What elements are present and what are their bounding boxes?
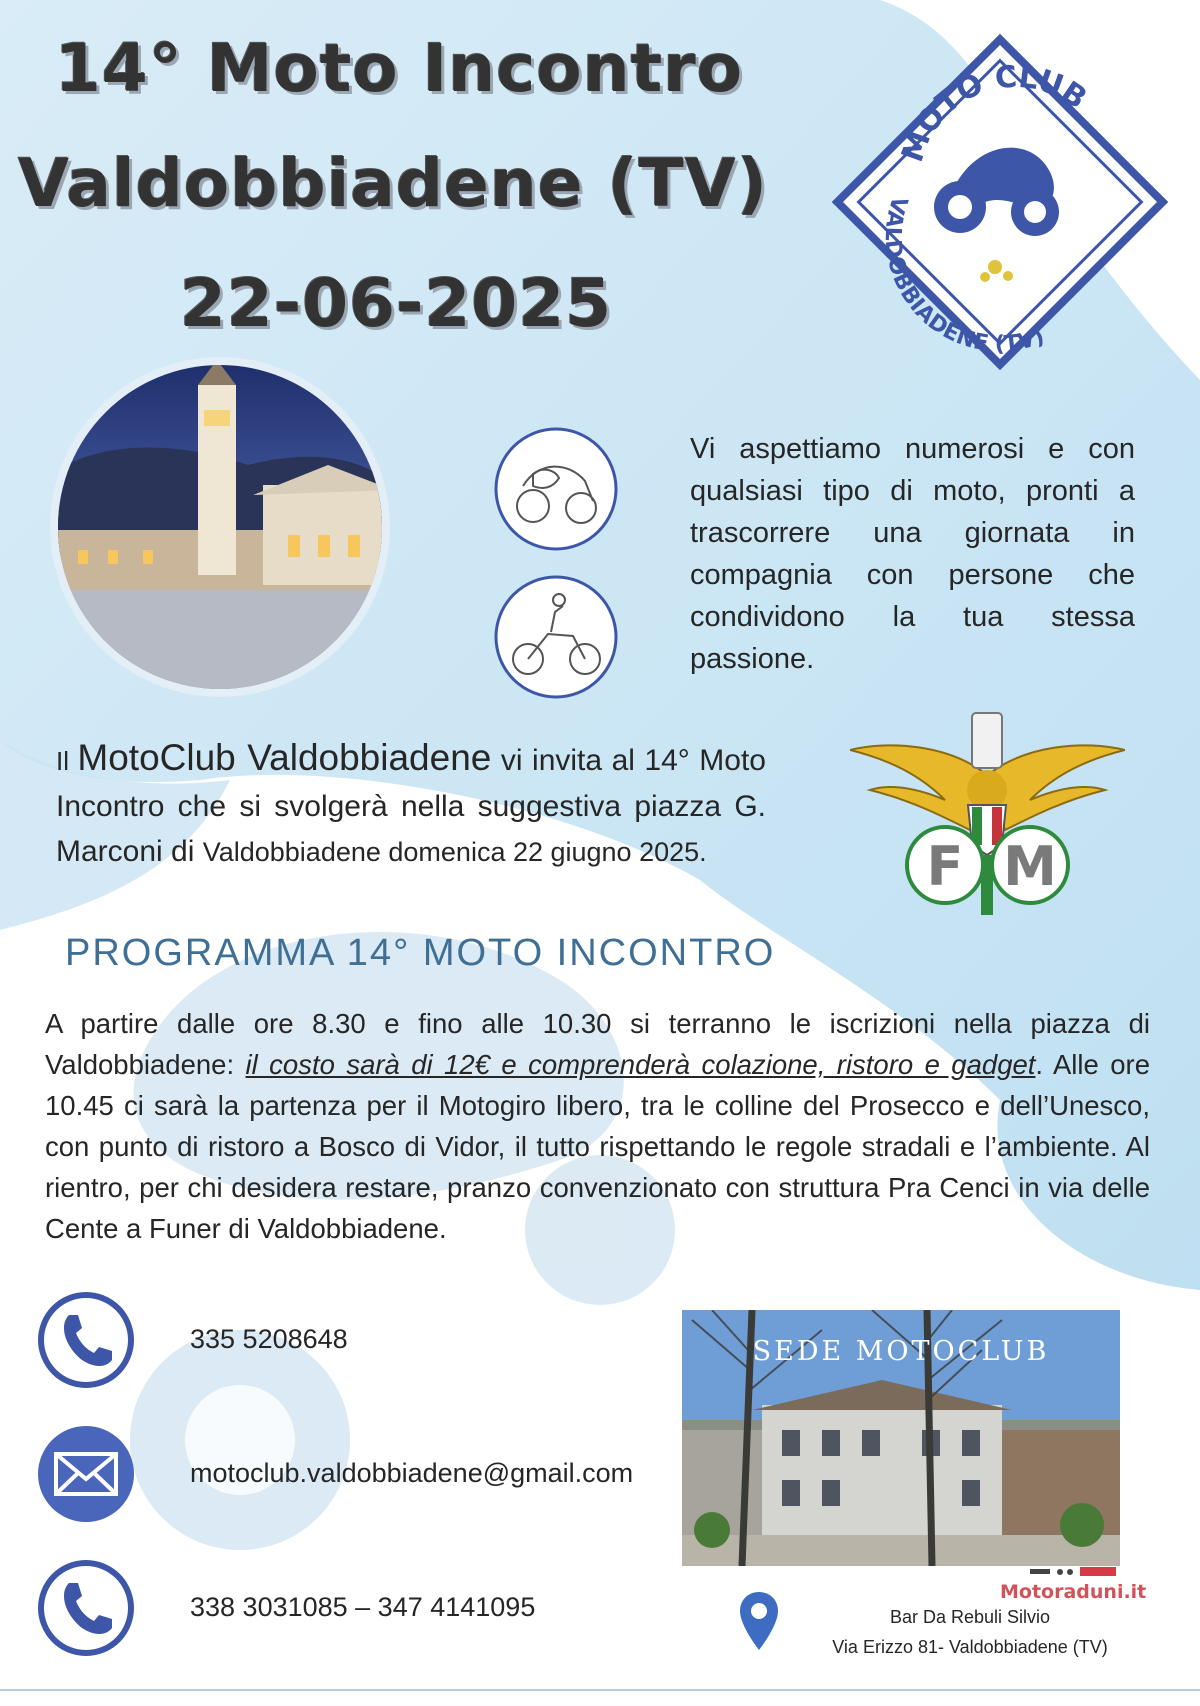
program-paragraph [45, 1003, 1150, 1249]
phone-icon [36, 1290, 136, 1390]
program-title: PROGRAMMA 14° MOTO INCONTRO [65, 932, 776, 974]
invite-prefix: Il [56, 746, 78, 776]
phone-number-1[interactable]: 335 5208648 [190, 1324, 348, 1354]
phone-number-2[interactable]: 338 3031085 – 347 4141095 [190, 1592, 536, 1622]
email-address[interactable]: motoclub.valdobbiadene@gmail.com [190, 1458, 634, 1488]
fmi-logo [850, 705, 1125, 925]
invite-tail: Valdobbiadene domenica 22 giugno 2025. [202, 837, 707, 867]
program-text-1: A partire dalle ore 8.30 e fino alle 10.30 si terranno le iscrizioni nella piazza di Valdobbiadene: [45, 1008, 1150, 1080]
sede-label: SEDE MOTOCLUB [752, 1336, 1050, 1367]
event-title-line2: Valdobbiadene (TV) [18, 145, 769, 222]
motoclub-logo [830, 32, 1170, 372]
piazza-photo [48, 355, 393, 700]
event-date: 22-06-2025 [180, 265, 613, 342]
program-cost-highlight: il costo sarà di 12€ e comprenderà colazione, ristoro e gadget [245, 1049, 1036, 1080]
phone-icon [36, 1558, 136, 1658]
svg-text:M: M [1003, 835, 1057, 898]
dirt-bike-icon [493, 574, 619, 700]
svg-text:MOTO CLUB: MOTO CLUB [895, 59, 1094, 167]
watermark-text: Motoraduni.it [1000, 1581, 1147, 1603]
invite-paragraph [56, 735, 766, 875]
watermark-logo-icon [1030, 1565, 1120, 1579]
svg-text:F: F [926, 835, 964, 898]
sede-photo [682, 1310, 1120, 1566]
program-text-2: . Alle ore 10.45 ci sarà la partenza per il Motogiro libero, tra le colline del Prosecco e dell’Unesco, con punto di ristoro a Bosco di Vidor, il tutto rispettando le regole stradali e l’ambiente. Al rientro, per chi desidera restare, pranzo convenzionato con struttura Pra Cenci in via delle Cente a Funer di Valdobbiadene. [45, 1049, 1150, 1244]
svg-text:VALDOBBIADENE (TV): VALDOBBIADENE (TV) [879, 193, 1048, 358]
invite-text: vi invita al 14° Moto Incontro che si svolgerà nella suggestiva piazza G. Marconi di [56, 744, 766, 868]
sport-bike-icon [493, 426, 619, 552]
club-name: MotoClub Valdobbiadene [77, 737, 492, 778]
intro-paragraph: Vi aspettiamo numerosi e con qualsiasi tipo di moto, pronti a trascorrere una giornata in compagnia con persone che condividono la tua stessa passione. [690, 433, 1135, 675]
event-title-line1: 14° Moto Incontro [55, 30, 744, 107]
location-pin-icon [738, 1590, 780, 1652]
sede-address: Via Erizzo 81- Valdobbiadene (TV) [832, 1637, 1108, 1657]
email-icon [36, 1424, 136, 1524]
sede-venue: Bar Da Rebuli Silvio [889, 1607, 1051, 1627]
